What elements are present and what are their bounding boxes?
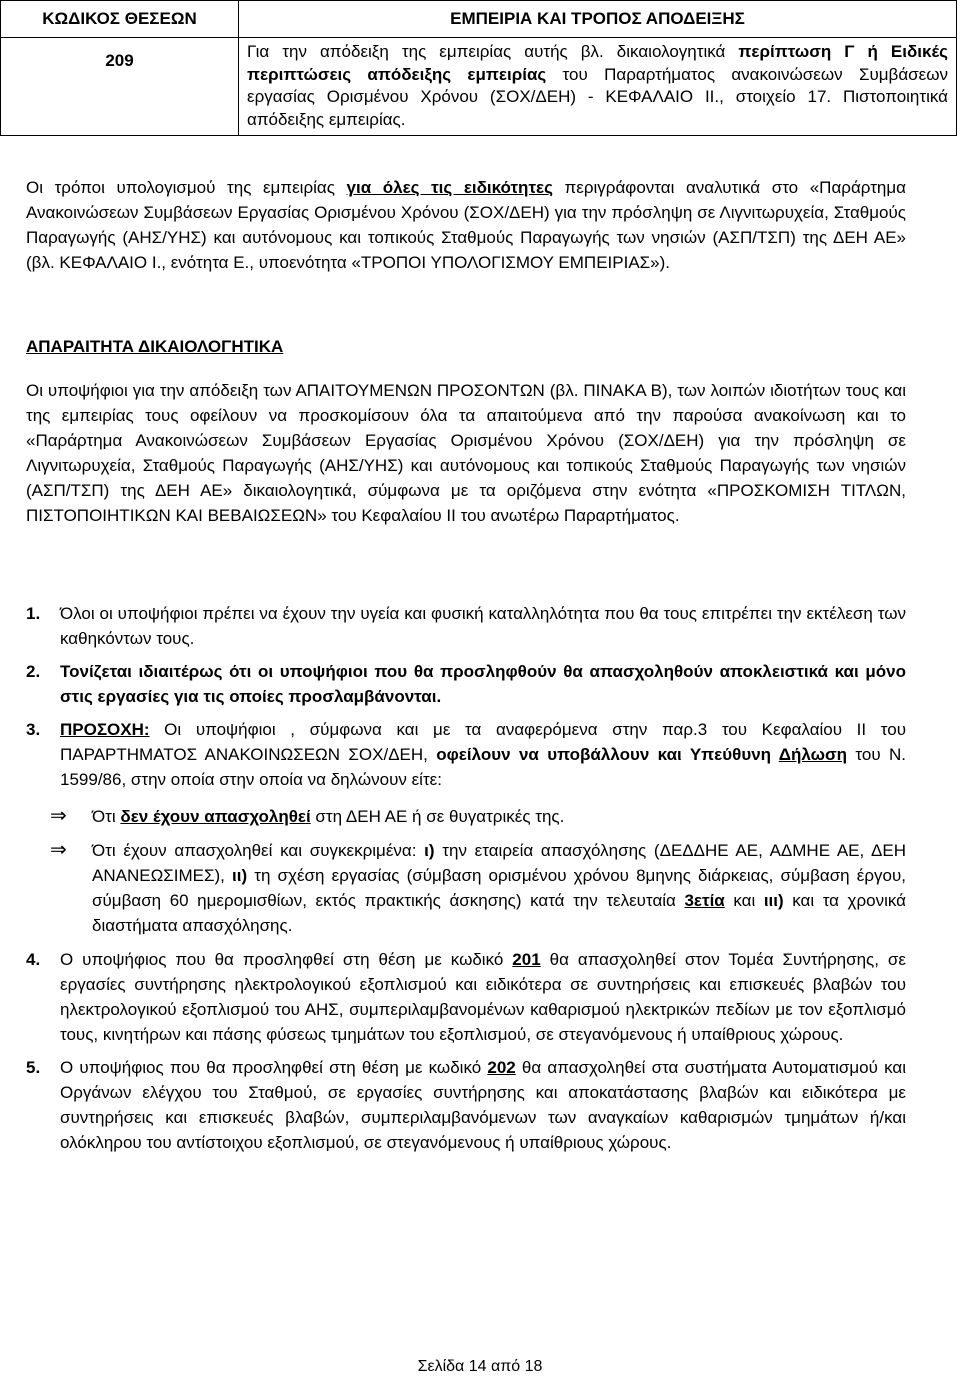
item-text: θα απασχοληθεί στον Τομέα Συντήρησης, σε εργασίες συντήρησης ηλεκτρολογικού εξοπλισμού και ειδικότερα σε συντηρήσεις και επισκευές βλαβών του ηλεκτρολογικού εξοπλισμού του ΑΗΣ, συμπεριλαμβανομένων καθαρισμού ηλεκτρικών πεδίων με τον εξοπλισμό τους, κινητήρων και πάσης φύσεως τμημάτων του εξοπλισμού, σε στεγανόμενους ή υπαίθριους χώρους. xyxy=(60,950,906,1044)
intro-text xyxy=(26,175,906,275)
item-text: Οι υποψήφιοι , σύμφωνα και με τα αναφερόμενα στην παρ.3 του Κεφαλαίου ΙΙ του ΠΑΡΑΡΤΗΜΑΤΟΣ ΑΝΑΚΟΙΝΩΣΕΩΝ ΣΟΧ/ΔΕΗ, xyxy=(60,720,906,764)
intro-part: Οι τρόποι υπολογισμού της εμπειρίας xyxy=(26,178,347,197)
experience-description xyxy=(239,38,957,136)
sub-text: στη ΔΕΗ ΑΕ ή σε θυγατρικές της. xyxy=(310,807,565,826)
desc-bold: περίπτωση Γ ή Ειδικές περιπτώσεις απόδειξης εμπειρίας xyxy=(247,42,949,84)
section-title: ΑΠΑΡΑΙΤΗΤΑ ΔΙΚΑΙΟΛΟΓΗΤΙΚΑ xyxy=(26,337,284,356)
sub-marker: ιιι) xyxy=(763,891,784,910)
item-text: θα απασχοληθεί στα συστήματα Αυτοματισμού και Οργάνων ελέγχου του Σταθμού, σε εργασίες συντήρησης και αποκατάστασης βλαβών και ειδικότερα με συντηρήσεις και επισκευές βλαβών, συμπεριλαμβανόμενων των αναγκαίων καθαρισμών τμημάτων ή/και ολόκληρου του αντίστοιχου εξοπλισμού, σε στεγανόμενους ή υπαίθριους χώρους. xyxy=(60,1058,906,1152)
sub-text: και xyxy=(724,891,764,910)
sub-emphasis: δεν έχουν απασχοληθεί xyxy=(120,807,311,826)
sub-emphasis: 3ετία xyxy=(684,891,725,910)
desc-text: Για την απόδειξη της εμπειρίας αυτής βλ. δικαιολογητικά xyxy=(247,42,739,61)
table-header-row xyxy=(1,1,957,38)
header-experience: ΕΜΠΕΙΡΙΑ ΚΑΙ ΤΡΟΠΟΣ ΑΠΟΔΕΙΞΗΣ xyxy=(239,1,957,38)
item-bold: οφείλουν να υποβάλλουν και Υπεύθυνη xyxy=(436,745,779,764)
position-code-ref: 202 xyxy=(487,1058,516,1077)
sub-marker: ι) xyxy=(424,841,435,860)
sub-text: Ότι έχουν απασχοληθεί και συγκεκριμένα: xyxy=(92,841,425,860)
desc-text-end: του Παραρτήματος ανακοινώσεων Συμβάσεων εργασίας Ορισμένου Χρόνου (ΣΟΧ/ΔΕΗ) - ΚΕΦΑΛΑΙΟ ΙΙ., στοιχείο 17. Πιστοποιητικά απόδειξης εμπειρίας. xyxy=(247,64,948,129)
item-text: Ο υποψήφιος που θα προσληφθεί στη θέση με κωδικό xyxy=(60,1058,488,1077)
item-number: 3. xyxy=(26,720,41,739)
item-number: 5. xyxy=(26,1058,41,1077)
table-row xyxy=(1,38,957,136)
list-item xyxy=(26,659,906,709)
items-list xyxy=(26,601,906,1155)
position-code-ref: 201 xyxy=(512,950,541,969)
item-text: του Ν. 1599/86, στην οποία στην οποία να δηλώνουν είτε: xyxy=(60,745,906,789)
intro-emphasis: για όλες τις ειδικότητες xyxy=(346,178,553,197)
sub-item xyxy=(26,838,906,938)
position-code: 209 xyxy=(1,38,239,136)
required-documents-section xyxy=(26,334,906,528)
item-text: Όλοι οι υποψήφιοι πρέπει να έχουν την υγεία και φυσική καταλληλότητα που θα τους επιτρέπει την εκτέλεση των καθηκόντων τους. xyxy=(60,604,906,648)
list-item xyxy=(26,717,906,792)
intro-paragraph xyxy=(26,175,906,275)
page-number: Σελίδα 14 από 18 xyxy=(417,1358,543,1375)
arrow-icon: ⇒ xyxy=(50,805,67,827)
item-text: Ο υποψήφιος που θα προσληφθεί στη θέση με κωδικό xyxy=(60,950,513,969)
list-item xyxy=(26,1055,906,1155)
list-item xyxy=(26,947,906,1047)
attention-label: ΠΡΟΣΟΧΗ: xyxy=(60,720,150,739)
header-code: ΚΩΔΙΚΟΣ ΘΕΣΕΩΝ xyxy=(1,1,239,38)
list-item xyxy=(26,601,906,651)
sub-text: τη σχέση εργασίας (σύμβαση ορισμένου χρόνου 8μηνης διάρκειας, σύμβαση έργου, σύμβαση 60 ημερομισθίων, εκτός πρακτικής άσκησης) κατά την τελευταία xyxy=(92,866,906,910)
intro-part: περιγράφονται αναλυτικά στο «Παράρτημα Ανακοινώσεων Συμβάσεων Εργασίας Ορισμένου Χρόνου (ΣΟΧ/ΔΕΗ) για την πρόσληψη σε Λιγνιτωρυχεία, Σταθμούς Παραγωγής (ΑΗΣ/ΥΗΣ) και αυτόνομους και τοπικούς Σταθμούς Παραγωγής των νησιών (ΑΣΠ/ΤΣΠ) της ΔΕΗ ΑΕ» (βλ. ΚΕΦΑΛΑΙΟ Ι., ενότητα Ε., υποενότητα «ΤΡΟΠΟΙ ΥΠΟΛΟΓΙΣΜΟΥ ΕΜΠΕΙΡΙΑΣ»). xyxy=(26,178,906,272)
sub-item xyxy=(26,804,906,829)
sub-text: Ότι xyxy=(92,807,121,826)
section-text: Οι υποψήφιοι για την απόδειξη των ΑΠΑΙΤΟΥΜΕΝΩΝ ΠΡΟΣΟΝΤΩΝ (βλ. ΠΙΝΑΚΑ Β), των λοιπών ιδιοτήτων τους και της εμπειρίας τους οφείλουν να προσκομίσουν όλα τα απαιτούμενα από την παρούσα ανακοίνωση και το «Παράρτημα Ανακοινώσεων Συμβάσεων Εργασίας Ορισμένου Χρόνου (ΣΟΧ/ΔΕΗ) για την πρόσληψη σε Λιγνιτωρυχεία, Σταθμούς Παραγωγής (ΑΗΣ/ΥΗΣ) και αυτόνομους και τοπικούς Σταθμούς Παραγωγής των νησιών (ΑΣΠ/ΤΣΠ) της ΔΕΗ ΑΕ» δικαιολογητικά, σύμφωνα με τα οριζόμενα στην ενότητα «ΠΡΟΣΚΟΜΙΣΗ ΤΙΤΛΩΝ, ΠΙΣΤΟΠΟΙΗΤΙΚΩΝ ΚΑΙ ΒΕΒΑΙΩΣΕΩΝ» του Κεφαλαίου ΙΙ του ανωτέρω Παραρτήματος. xyxy=(26,381,906,525)
item-number: 1. xyxy=(26,604,41,623)
sub-text: την εταιρεία απασχόλησης (ΔΕΔΔΗΕ ΑΕ, ΑΔΜΗΕ ΑΕ, ΔΕΗ ΑΝΑΝΕΩΣΙΜΕΣ), xyxy=(92,841,906,885)
item-number: 2. xyxy=(26,662,41,681)
arrow-icon: ⇒ xyxy=(50,839,67,861)
sub-text: και τα χρονικά διαστήματα απασχόλησης. xyxy=(92,891,907,935)
sub-marker: ιι) xyxy=(232,866,248,885)
experience-table xyxy=(0,0,957,136)
item-text: Τονίζεται ιδιαιτέρως ότι οι υποψήφιοι που θα προσληφθούν θα απασχοληθούν αποκλειστικά και μόνο στις εργασίες για τις οποίες προσλαμβάνονται. xyxy=(60,662,906,706)
item-bold-underline: Δήλωση xyxy=(778,745,848,764)
item-number: 4. xyxy=(26,950,41,969)
